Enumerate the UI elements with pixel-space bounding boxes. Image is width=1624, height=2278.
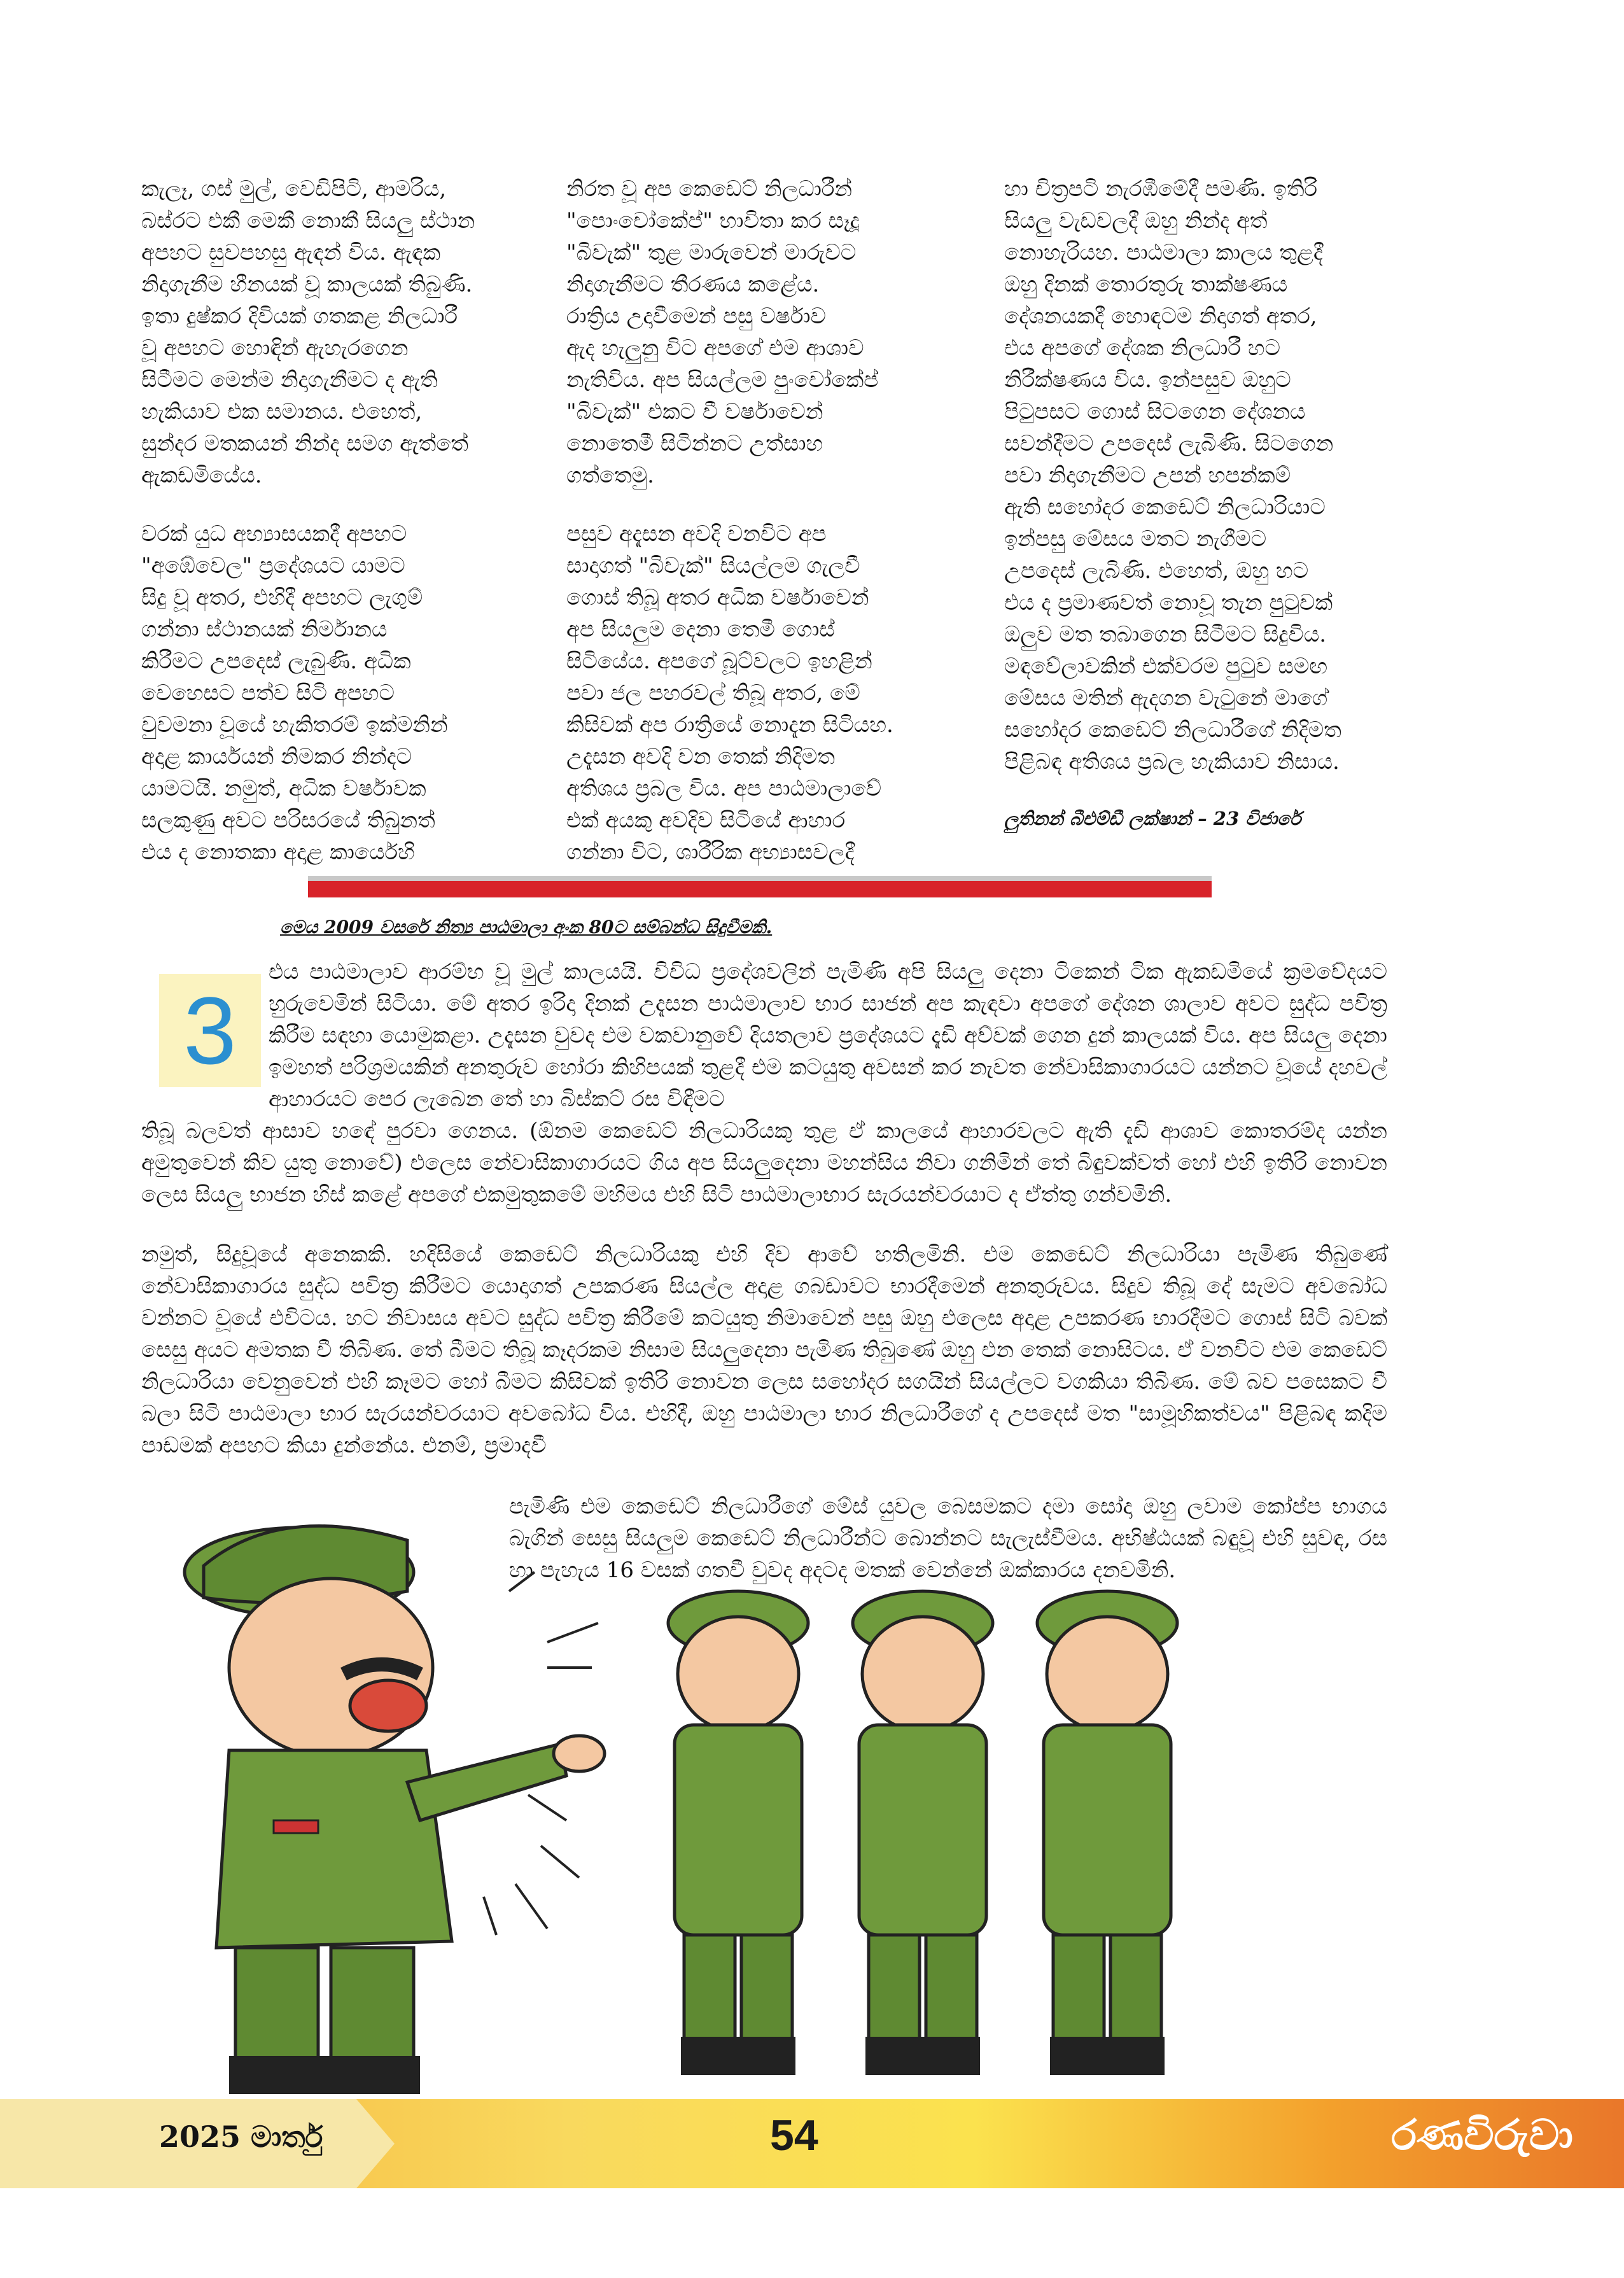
cadet-figure bbox=[738, 2037, 795, 2075]
paragraph: තිබූ බලවත් ආසාව හඳේ පුරවා ගෙනය. (ඕනම කෙඩෙට් නිලධාරියකු තුළ ඒ කාලයේ ආහාරවලට ඇති දැඩි ආශාව කොතරම්ද යන්න අමුතුවෙන් කිව යුතු නොවේ) එලෙස නේවාසිකාගාරයට ගිය අප සියලුදෙනා මහන්සිය නිවා ගනිමින් තේ බිඳුවක්වත් හෝ එහි ඉතිරි නොවන ලෙස සියලු භාජන හිස් කළේ අපගේ එකමුතුකමේ මහිමය එහි සිටි පාඨමාලාභාර සැරයන්වරයාට ද ඒත්තු ගන්වමිනි. bbox=[141, 1118, 1387, 1207]
magazine-logo: රණවිරුවා bbox=[1391, 2111, 1573, 2160]
issue-date: 2025 මාර්තු bbox=[159, 2120, 323, 2154]
officer-cartoon-icon bbox=[185, 1526, 605, 2095]
cadet-figure bbox=[1110, 1935, 1161, 2043]
paragraph: පැමිණි එම කෙඩෙට් නිලධාරීගේ මේස් යුවල බෙසමකට දමා සෝදා ඔහු ලවාම කෝප්ප භාගය බැගින් සෙසු සියලුම කෙඩෙට් නිලධාරීන්ට බොන්නට සැලැස්වීමය. අභිෂ්ඨයක් බඳුවූ එහි සුවඳ, රස හා පැහැය 16 වසක් ගතවී වුවද අදටද මතක් වෙන්නේ ඔක්කාරය දනවමිනි. bbox=[509, 1494, 1387, 1583]
cadet-figure bbox=[1053, 1935, 1104, 2043]
paragraph: නිරත වූ අප කෙඩෙට් නිලධාරීන් "පොංචෝකේප්" භාවිතා කර සෑදූ "බිවැක්" තුළ මාරුවෙන් මාරුවට නිදාගැනීමට තීරණය කළේය. රාත්‍රිය උදාවීමෙන් පසු වර්ෂාව ඇද හැලුනු විට අපගේ එම ආශාව නැතිවිය. අප සියල්ලම පුංචෝකේප් "බිවැක්" එකට වී වර්ෂාවෙන් නොතෙමී සිටින්නට උත්සාහ ගත්තෙමු. bbox=[566, 176, 879, 488]
section-body bbox=[141, 956, 1387, 1489]
section-number: 3 bbox=[183, 977, 237, 1084]
cadet-cartoon-icon bbox=[668, 1591, 1177, 2075]
cartoon-illustration bbox=[153, 1464, 1285, 2100]
divider-shadow bbox=[308, 876, 1212, 881]
article-column-3 bbox=[1004, 173, 1380, 833]
paragraph: නමුත්, සිදුවූයේ අනෙකකි. හදිසියේ කෙඩෙට් නිලධාරියකු එහි දිව ආවේ හතිලමිනි. එම කෙඩෙට් නිලධාරියා පැමිණ තිබුණේ නේවාසිකාගාරය සුද්ධ පවිත්‍ර කිරීමට යොදාගත් උපකරණ සියල්ල අදාළ ගබඩාවට භාරදීමෙන් අනතුරුවය. සිදුව තිබූ දේ සැමට අවබෝධ වන්නට වූයේ එවිටය. හට නිවාසය අවට සුද්ධ පවිත්‍ර කිරීමේ කටයුතු නිමාවෙන් පසු ඔහු එලෙස අදාළ උපකරණ භාරදීමට ගොස් සිටි බවක් සෙසු අයට අමතක වී තිබිණ. තේ බීමට තිබූ කෑදරකම නිසාම සියලුදෙනා පැමිණ තිබුණේ ඔහු එන තෙක් නොසිටය. ඒ වනවිට එම කෙඩෙට් නිලධාරියා වෙනුවෙන් එහි කෑමට හෝ බීමට කිසිවක් ඉතිරි නොවන ලෙස සහෝදර සගයින් සියල්ලට වගකියා තිබිණ. මේ බව පසෙකට වී බලා සිටි පාඨමාලා භාර සැරයන්වරයාට අවබෝධ විය. එහිදී, ඔහු පාඨමාලා භාර නිලධාරීගේ ද උපදෙස් මත "සාමූහිකත්වය" පිළිබඳ කදිම පාඩමක් අපහට කියා දුන්නේය. එනම්, ප්‍රමාදවී bbox=[141, 1242, 1387, 1458]
paragraph: කැලෑ, ගස් මුල්, වෙඩිපිටි, ආමරිය, බස්රට එකී මෙකී නොකී සියලු ස්ථාන අපහට සුවපහසු ඇඳන් විය. ඇඳක නිදාගැනීම හීනයක් වූ කාලයක් තිබුණි. ඉතා දුෂ්කර දිවියක් ගතකළ නිලධාරී වූ අපහට හොඳින් ඇහැරගෙන සිටීමට මෙන්ම නිදාගැනීමට ද ඇති හැකියාව එක සමානය. එහෙත්, සුන්දර මතකයන් නින්ද සමග ඇත්තේ ඇකඩමියේය. bbox=[141, 176, 475, 488]
cadet-figure bbox=[926, 1935, 977, 2043]
author-byline: ලුතිනන් බීඑම්ඩී ලක්ෂාන් – 23 විජාරේ bbox=[1004, 808, 1301, 829]
section-divider bbox=[308, 881, 1212, 897]
cadet-figure bbox=[869, 1935, 920, 2043]
cadet-figure bbox=[1047, 1617, 1168, 1731]
cadet-figure bbox=[1107, 2037, 1165, 2075]
cadet-figure bbox=[678, 1617, 799, 1731]
cadet-figure bbox=[862, 1617, 983, 1731]
cadet-figure bbox=[675, 1725, 802, 1935]
cadet-figure bbox=[859, 1725, 986, 1935]
cadet-figure bbox=[923, 2037, 980, 2075]
paragraph: හා චිත්‍රපටි නැරඹීමේදී පමණි. ඉතිරි සියලු වැඩවලදී ඔහු නින්ද අත් නොහැරියහ. පාඨමාලා කාලය තුළදී ඔහු දිනක් තොරතුරු තාක්ෂණය දේශනයකදී හොඳටම නිදාගත් අතර, එය අපගේ දේශක නිලධාරී හට නිරීක්ෂණය විය. ඉන්පසුව ඔහුට පිටුපසට ගොස් සිටගෙන දේශනය සවන්දීමට උපදෙස් ලැබිණි. සිටගෙන පවා නිදාගැනීමට උපන් හපන්කම් ඇති සහෝදර කෙඩෙට් නිලධාරියාට ඉන්පසු මේසය මතට නැගීමට උපදෙස් ලැබිණි. එහෙත්, ඔහු හට එය ද ප්‍රමාණවත් නොවූ තැන පුටුවක් ඔලුව මත තබාගෙන සිටීමට සිදුවිය. මඳවේලාවකින් එක්වරම පුටුව සමඟ මේසය මතින් ඇදගන වැටුනේ මාගේ සහෝදර කෙඩෙට් නිලධාරීගේ නිදිමත පිළිබඳ අතිශය ප්‍රබල හැකියාව නිසාය. bbox=[1004, 176, 1341, 775]
intro-paragraph: එය පාඨමාලාව ආරම්භ වූ මුල් කාලයයි. විවිධ ප්‍රදේශවලින් පැමිණි අපි සියලු දෙනා ටිකෙන් ටික ඇකඩමියේ ක්‍රමවේදයට හුරුවෙමින් සිටියා. මේ අතර ඉරිදා දිනක් උදැසන පාඨමාලාව භාර සාජන් අප කැඳවා අපගේ දේශන ශාලාව අවට සුද්ධ පවිත්‍ර කිරීම සඳහා යොමුකළා. උදැසන වුවද එම වකවානුවේ දියතලාව ප්‍රදේශයට දැඩි අව්වක් ගෙන දුන් කාලයක් විය. අප සියලු දෙනා ඉමහත් පරිශ්‍රමයකින් අනතුරුව හෝරා කිහිපයක් තුළදී එම කටයුතු අවසන් කර නැවත නේවාසිකාගාරයට යන්නට වූයේ දහවල් ආහාරයට පෙර ලැබෙන තේ හා බිස්කට් රස විඳීමට bbox=[269, 959, 1387, 1112]
cadet-figure bbox=[865, 2037, 923, 2075]
cadet-figure bbox=[741, 1935, 792, 2043]
cadet-figure bbox=[1050, 2037, 1107, 2075]
cadet-figure bbox=[684, 1935, 735, 2043]
article-column-2 bbox=[566, 173, 942, 895]
paragraph: පසුව අදැසන අවදි වනවිට අප සාදාගත් "බිවැක්" සියල්ලම ගැලවී ගොස් තිබූ අතර අධික වර්ෂාවෙන් අප සියලුම දෙනා තෙමී ගොස් සිටියේය. අපගේ බූට්වලට ඉහළින් පවා ජල පහරවල් තිබූ අතර, මේ කිසිවක් අප රාත්‍රියේ නොදැන සිටියහ. උදැසන අවදි වන තෙක් නිදිමත අතිශය ප්‍රබල විය. අප පාඨමාලාවේ එක් අයකු අවදිව සිටියේ ආහාර ගන්නා විට, ශාරීරික අභ්‍යාසවලදී bbox=[566, 521, 893, 865]
page-number: 54 bbox=[770, 2111, 818, 2160]
section-note: මෙය 2009 වසරේ නිත්‍ය පාඨමාලා අංක 80ට සම්බන්ධ සිදුවීමකි. bbox=[280, 917, 773, 938]
paragraph: වරක් යුධ අභ්‍යාසයකදී අපහට "අඹේවෙල" ප්‍රදේශයට යාමට සිදු වූ අතර, එහිදී අපහට ලැගුම් ගන්නා ස්ථානයක් නිර්මානය කිරීමට උපදෙස් ලැබුණි. අධික වෙහෙසට පත්ව සිටි අපහට වුවමනා වූයේ හැකිතරම් ඉක්මනින් අදාළ කාර්යයන් නිමකර නින්දට යාමටයි. නමුත්, අධික වර්ෂාවක සලකුණු අවට පරිසරයේ තිබුනත් එය ද නොතකා අදාළ කාර්යෙහි bbox=[141, 521, 448, 865]
cadet-figure bbox=[681, 2037, 738, 2075]
cadet-figure bbox=[1044, 1725, 1171, 1935]
article-column-1 bbox=[141, 173, 517, 895]
